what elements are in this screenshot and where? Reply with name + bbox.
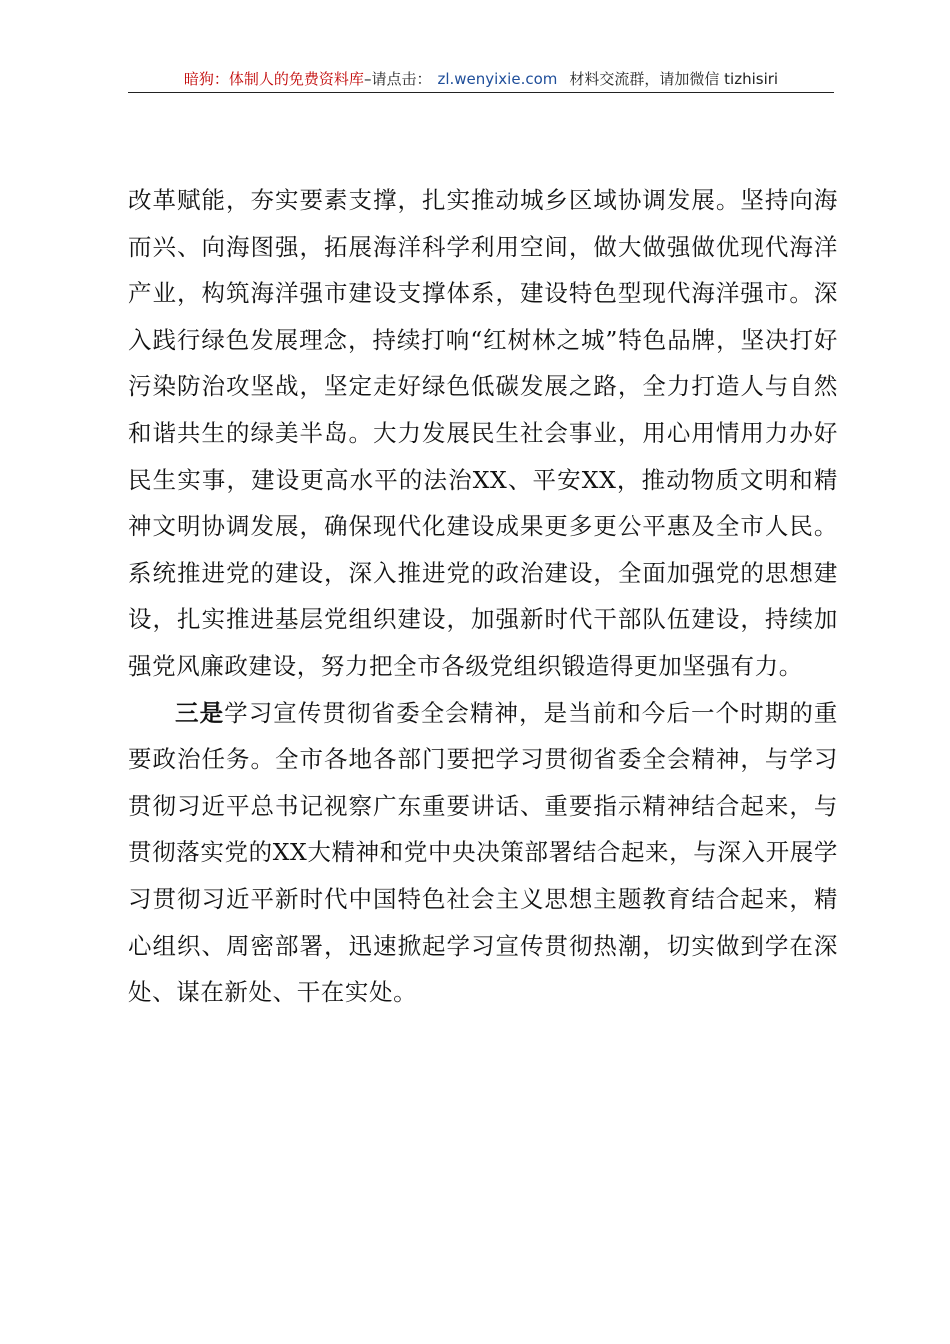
paragraph-2-text: 学习宣传贯彻省委全会精神，是当前和今后一个时期的重要政治任务。全市各地各部门要把学习贯彻省委全会精神，与学习贯彻习近平总书记视察广东重要讲话、重要指示精神结合起来，与贯彻落实党的XX大精神和党中央决策部署结合起来，与深入开展学习贯彻习近平新时代中国特色社会主义思想主题教育结合起来，精心组织、周密部署，迅速掀起学习宣传贯彻热潮，切实做到学在深处、谋在新处、干在实处。 — [128, 698, 839, 1007]
header-click-prompt: –请点击： — [363, 70, 432, 88]
header-brand: 暗狗：体制人的免费资料库 — [183, 70, 364, 88]
header-link[interactable]: zl.wenyixie.com — [437, 70, 558, 88]
header-group-note: 材料交流群，请加微信 tizhisiri — [569, 70, 779, 88]
page-header — [128, 66, 834, 93]
paragraph-1: 改革赋能，夯实要素支撑，扎实推动城乡区域协调发展。坚持向海而兴、向海图强，拓展海洋科学利用空间，做大做强做优现代海洋产业，构筑海洋强市建设支撑体系，建设特色型现代海洋强市。深入践行绿色发展理念，持续打响“红树林之城”特色品牌，坚决打好污染防治攻坚战，坚定走好绿色低碳发展之路，全力打造人与自然和谐共生的绿美半岛。大力发展民生社会事业，用心用情用力办好民生实事，建设更高水平的法治XX、平安XX，推动物质文明和精神文明协调发展，确保现代化建设成果更多更公平惠及全市人民。系统推进党的建设，深入推进党的政治建设，全面加强党的思想建设，扎实推进基层党组织建设，加强新时代干部队伍建设，持续加强党风廉政建设，努力把全市各级党组织锻造得更加坚强有力。 — [128, 186, 838, 680]
document-body — [128, 177, 838, 1016]
paragraph-2 — [128, 690, 838, 1016]
paragraph-2-lead: 三是 — [175, 698, 225, 727]
